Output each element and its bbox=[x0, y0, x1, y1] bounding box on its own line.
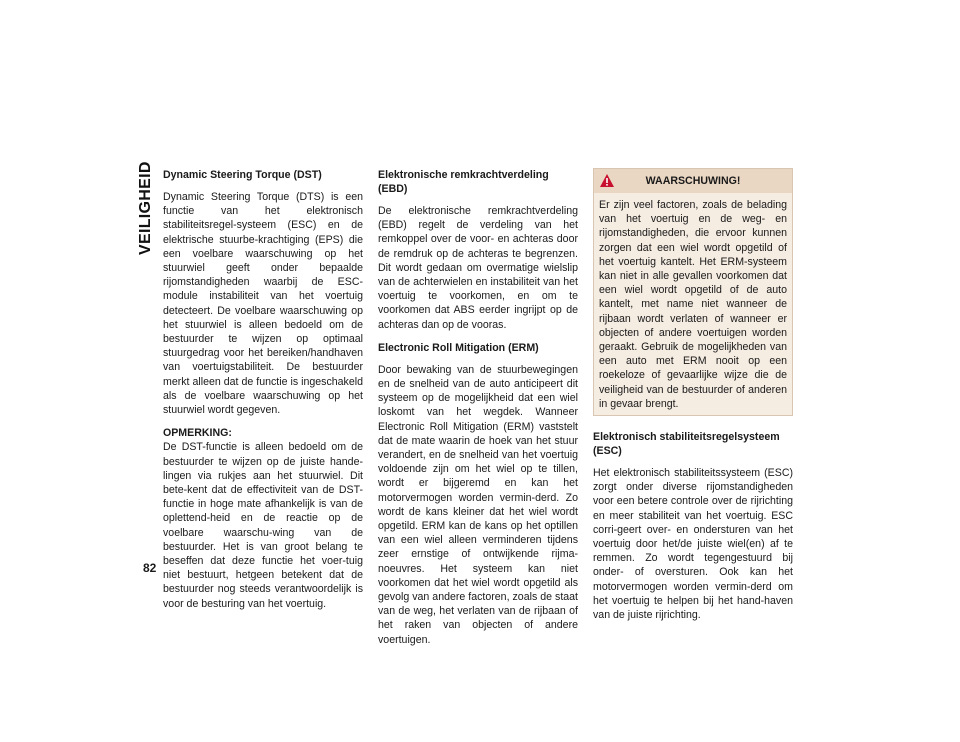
warning-triangle-icon bbox=[599, 173, 615, 188]
ebd-paragraph: De elektronische remkrachtverdeling (EBD) regelt de verdeling van het remkoppel over de voor- en achteras door de remdruk op de achteras te begrenzen. Dit wordt gedaan om overmatige wielslip van de achterwielen en instabiliteit van het voertuig te voorkomen, en om te voorkomen dat ABS eerder ingrijpt op de achteras dan op de vooras. bbox=[378, 205, 578, 331]
column-2 bbox=[378, 168, 578, 656]
erm-heading: Electronic Roll Mitigation (ERM) bbox=[378, 341, 539, 354]
dst-heading: Dynamic Steering Torque (DST) bbox=[163, 169, 322, 181]
column-3 bbox=[593, 168, 793, 631]
warning-box bbox=[593, 168, 793, 416]
note-text: De DST-functie is alleen bedoeld om de bestuurder te wijzen op de juiste hande-lingen via rukjes aan het stuurwiel. Dit bete-kent dat de effectiviteit van de DST-functie in hoge mate afhankelijk is van de oplettend-heid en de reactie op de voelbare waarschu-wing van de bestuurder. Het is van groot belang te beseffen dat deze functie het voer-tuig niet bestuurt, hetgeen betekent dat de bestuurder nog steeds verantwoordelijk is voor de besturing van het voertuig. bbox=[163, 441, 363, 610]
section-tab-label: VEILIGHEID bbox=[137, 161, 154, 255]
ebd-heading: Elektronische remkrachtverdeling (EBD) bbox=[378, 169, 549, 195]
section-tab bbox=[136, 161, 156, 256]
esc-paragraph: Het elektronisch stabiliteitssysteem (ESC) zorgt onder diverse rijomstandigheden voor een betere controle over de rijrichting en meer stabiliteit van het voertuig. ESC corri-geert over- en ondersturen van het voertuig door het/de juiste wiel(en) af te remmen. Zo wordt tegengestuurd bij onder- of oversturen. Ook kan het motorvermogen worden vermin-derd om het voertuig te helpen bij het hand-haven van de juiste rijrichting. bbox=[593, 467, 793, 622]
note-label: OPMERKING: bbox=[163, 427, 232, 440]
warning-title: WAARSCHUWING! bbox=[645, 174, 741, 187]
page-number: 82 bbox=[143, 561, 157, 575]
warning-header bbox=[594, 169, 792, 193]
erm-paragraph: Door bewaking van de stuurbewegingen en de snelheid van de auto anticipeert dit systeem op de mogelijkheid dat een wiel loskomt van het wegdek. Wanneer Electronic Roll Mitigation (ERM) vaststelt dat de mate waarin de hoek van het stuur verandert, en de snelheid van het voertuig voldoende zijn om het wiel op te tillen, wordt er bijgeremd en kan het motorvermogen worden vermin-derd. Zo wordt de kans kleiner dat het wiel wordt opgetild. ERM kan de kans op het optillen van een wiel alleen verminderen tijdens zeer ernstige of ontwijkende rijma-noeuvres. Het systeem kan niet voorkomen dat het wiel wordt opgetild als gevolg van andere factoren, zoals de staat van de weg, het verlaten van de rijbaan of het raken van objecten of andere voertuigen. bbox=[378, 363, 578, 646]
column-1 bbox=[163, 168, 363, 620]
dst-paragraph: Dynamic Steering Torque (DTS) is een functie van het elektronisch stabiliteitsregel-systeem (ESC) en de elektrische stuurbe-krachtiging (EPS) die een voelbare waarschuwing op het stuurwiel geeft onder bepaalde rijomstandigheden waarbij de ESC-module instabiliteit van het voertuig detecteert. De voelbare waarschuwing op het stuurwiel is alleen bedoeld om de bestuurder te wijzen op optimaal stuurgedrag voor het bereiken/handhaven van voertuigstabiliteit. De bestuurder merkt alleen dat de functie is ingeschakeld als de voelbare waarschuwing op het stuurwiel wordt gegeven. bbox=[163, 191, 363, 417]
dst-note bbox=[163, 426, 363, 611]
esc-heading: Elektronisch stabiliteitsregelsysteem (ESC) bbox=[593, 431, 780, 458]
warning-text: Er zijn veel factoren, zoals de belading van het voertuig en de weg- en rijomstandigheden, die ervoor kunnen zorgen dat een wiel wordt opgetild of het voertuig kantelt. Het ERM-systeem kan niet in alle gevallen voorkomen dat een wiel wordt opgetild of de auto kantelt, met name niet wanneer de rijbaan wordt verlaten of wanneer er objecten of andere voertuigen worden geraakt. Gebruik de mogelijkheden van een auto met ERM nooit op een roekeloze of gevaarlijke wijze die de veiligheid van de bestuurder of anderen in gevaar brengt. bbox=[599, 199, 787, 410]
